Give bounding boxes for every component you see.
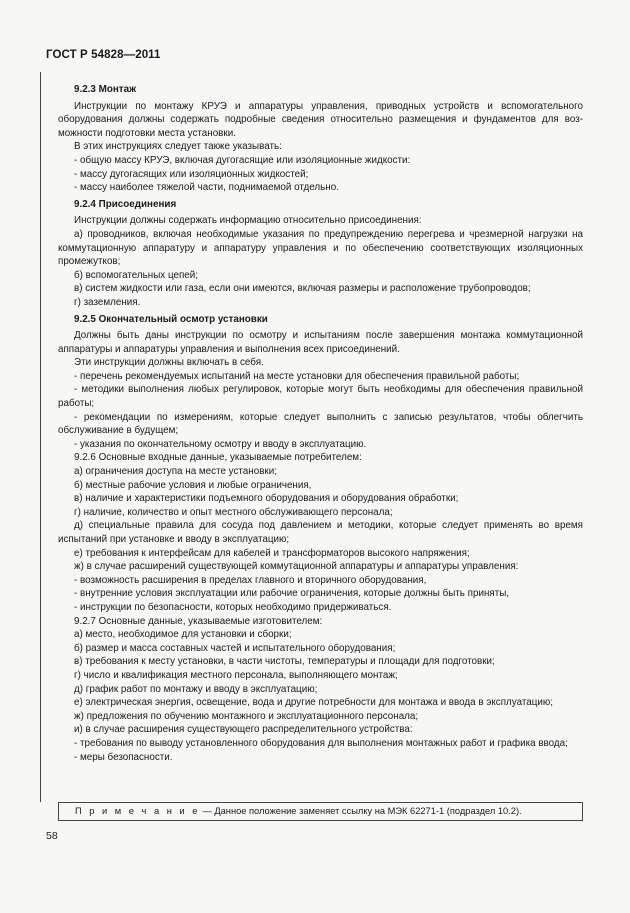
document-body — [58, 80, 583, 764]
paragraph: Инструкции по монтажу КРУЭ и аппаратуры управления, приводных устройств и вспомогательного оборудования должны содержать подробные сведения относительно размещения и фундаментов для возможности подготовки места установки. — [58, 100, 583, 139]
paragraph: е) требования к интерфейсам для кабелей и трансформаторов высокого напряжения; — [74, 547, 470, 559]
note-box — [58, 802, 583, 821]
note-label: П р и м е ч а н и е — [75, 806, 200, 816]
paragraph: В этих инструкциях следует также указывать: — [74, 141, 282, 153]
paragraph: б) местные рабочие условия и любые ограничения, — [74, 479, 312, 491]
note-text: — Данное положение заменяет ссылку на МЭК 62271-1 (подраздел 10.2). — [199, 806, 522, 816]
paragraph: г) наличие, количество и опыт местного обслуживающего персонала; — [74, 506, 393, 518]
paragraph: 9.2.6 Основные входные данные, указываемые потребителем: — [74, 452, 362, 464]
paragraph: - требования по выводу установленного оборудования для выполнения монтажных работ и графика ввода; — [74, 737, 568, 749]
paragraph: 9.2.7 Основные данные, указываемые изготовителем: — [74, 615, 323, 627]
paragraph: - рекомендации по измерениям, которые следует выполнить с записью результатов, чтобы облегчить обслуживание в будущем; — [58, 411, 583, 437]
paragraph: ж) в случае расширений существующей коммутационной аппаратуры и аппаратуры управления: — [74, 561, 519, 573]
paragraph: - общую массу КРУЭ, включая дугогасящие или изоляционные жидкости: — [74, 154, 411, 166]
paragraph: а) ограничения доступа на месте установки; — [74, 466, 277, 478]
paragraph: а) место, необходимое для установки и сборки; — [74, 629, 292, 641]
document-header: ГОСТ Р 54828—2011 — [46, 49, 161, 61]
paragraph: - возможность расширения в пределах главного и вторичного оборудования, — [74, 574, 427, 586]
paragraph: - перечень рекомендуемых испытаний на месте установки для обеспечения правильной работы; — [74, 370, 520, 382]
paragraph: ж) предложения по обучению монтажного и эксплуатационного персонала; — [74, 710, 419, 722]
section-heading: 9.2.4 Присоединения — [74, 198, 177, 210]
paragraph: - методики выполнения любых регулировок, которые могут быть необходимы для обеспечения правильной работы; — [58, 384, 583, 410]
paragraph: б) размер и масса составных частей и испытательного оборудования; — [74, 642, 396, 654]
paragraph: - массу дугогасящих или изоляционных жидкостей; — [74, 168, 309, 180]
paragraph: - массу наиболее тяжелой части, поднимаемой отдельно. — [74, 182, 339, 194]
section-heading: 9.2.3 Монтаж — [74, 84, 137, 95]
paragraph: Должны быть даны инструкции по осмотру и испытаниям после завершения монтажа коммутационной аппаратуры и аппаратуры управления и выполнения всех присоединений. — [58, 330, 583, 355]
paragraph: - меры безопасности. — [74, 751, 173, 763]
paragraph: е) электрическая энергия, освещение, вода и другие потребности для монтажа и ввода в эксплуатацию; — [74, 697, 553, 709]
page-number: 58 — [46, 830, 58, 842]
paragraph: в) наличие и характеристики подъемного оборудования и оборудования обработки; — [74, 493, 459, 505]
margin-change-bar — [40, 72, 41, 802]
paragraph: б) вспомогательных цепей; — [74, 269, 198, 281]
paragraph: г) заземления. — [74, 296, 141, 308]
paragraph: в) требования к месту установки, в части чистоты, температуры и площади для подготовки; — [74, 656, 495, 668]
paragraph: Инструкции должны содержать информацию относительно присоединения: — [74, 215, 422, 227]
paragraph: г) число и квалификация местного персонала, выполняющего монтаж; — [74, 669, 398, 681]
paragraph: - внутренние условия эксплуатации или рабочие ограничения, которые должны быть приняты, — [74, 588, 510, 600]
section-heading: 9.2.5 Окончательный осмотр установки — [74, 313, 268, 325]
paragraph: а) проводников, включая необходимые указания по предупреждению перегрева и чрезмерной нагрузки на коммутационную аппаратуру и аппаратуру управления и по обеспечению соответствующих изоляционных промежутков; — [58, 228, 583, 268]
paragraph: д) график работ по монтажу и вводу в эксплуатацию; — [74, 683, 318, 695]
paragraph: в) систем жидкости или газа, если они имеются, включая размеры и расположение трубопроводов; — [74, 283, 531, 295]
paragraph: Эти инструкции должны включать в себя. — [74, 357, 264, 369]
paragraph: и) в случае расширения существующего распределительного устройства: — [74, 724, 413, 736]
paragraph: - инструкции по безопасности, которых необходимо придерживаться. — [74, 601, 392, 613]
paragraph: - указания по окончательному осмотру и вводу в эксплуатацию. — [74, 438, 367, 450]
paragraph: д) специальные правила для сосуда под давлением и методики, которые следует применять во время испытаний при установке и вводу в эксплуатацию; — [58, 520, 583, 545]
